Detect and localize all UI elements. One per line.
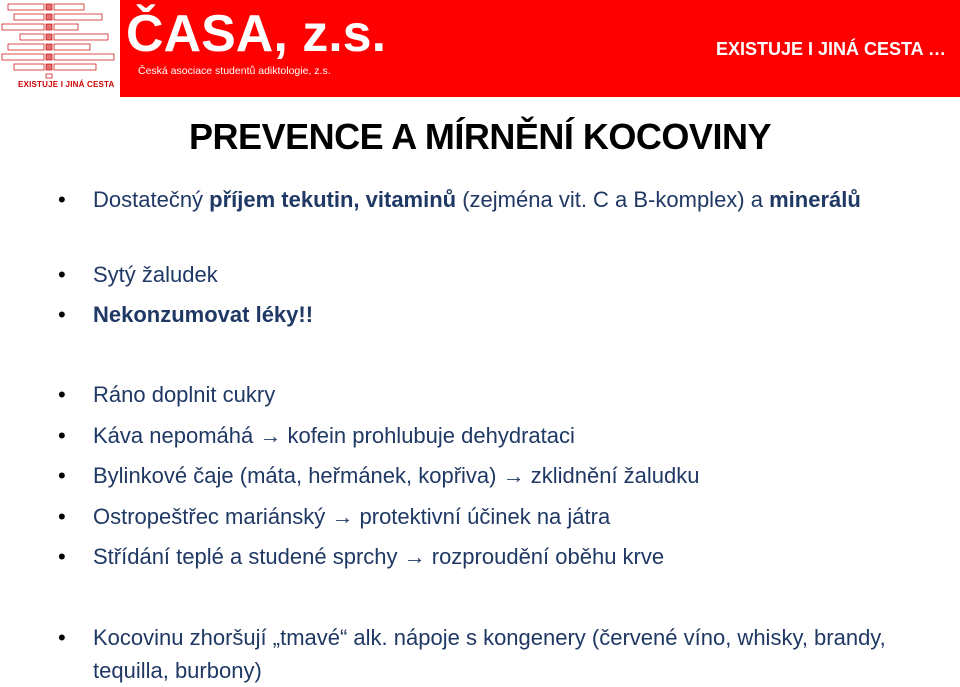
bullet-text: Sytý žaludek xyxy=(93,262,218,287)
crossword-grid-icon xyxy=(0,0,120,80)
bullet-dot: • xyxy=(58,187,66,212)
crossword-caption: EXISTUJE I JINÁ CESTA xyxy=(18,80,115,89)
bullet-dot: • xyxy=(58,625,66,650)
bullet-text: Ostropeštřec mariánský → protektivní účinek na játra xyxy=(93,504,611,529)
bullet-dot: • xyxy=(58,463,66,488)
bullet-item xyxy=(58,459,893,492)
bullet-item xyxy=(58,540,893,573)
bullet-text: Střídání teplé a studené sprchy → rozproudění oběhu krve xyxy=(93,544,665,569)
bullet-text: Nekonzumovat léky!! xyxy=(93,302,314,327)
bullet-item xyxy=(58,419,893,452)
bullet-item xyxy=(58,500,893,533)
bullet-item xyxy=(58,258,893,291)
bullet-dot: • xyxy=(58,382,66,407)
bullet-text: Káva nepomáhá → kofein prohlubuje dehydrataci xyxy=(93,423,575,448)
tagline: EXISTUJE I JINÁ CESTA … xyxy=(715,39,946,59)
bullet-dot: • xyxy=(58,262,66,287)
bullet-text: Ráno doplnit cukry xyxy=(93,382,276,407)
bullet-dot: • xyxy=(58,504,66,529)
bullet-text: Kocovinu zhoršují „tmavé“ alk. nápoje s kongenery (červené víno, whisky, brandy, tequilla, burbony) xyxy=(93,625,886,683)
page-title: PREVENCE A MÍRNĚNÍ KOCOVINY xyxy=(189,116,771,157)
bullet-dot: • xyxy=(58,544,66,569)
bullet-item xyxy=(58,378,893,411)
brand-subtitle: Česká asociace studentů adiktologie, z.s. xyxy=(138,65,331,77)
bullet-item xyxy=(58,298,893,331)
bullet-dot: • xyxy=(58,423,66,448)
bullet-item xyxy=(58,621,893,687)
bullet-text: Dostatečný příjem tekutin, vitaminů (zejména vit. C a B-komplex) a minerálů xyxy=(93,187,861,212)
bullet-item xyxy=(58,183,893,216)
bullet-dot: • xyxy=(58,302,66,327)
crossword-logo xyxy=(0,0,120,97)
header-bar xyxy=(0,0,960,97)
bullet-text: Bylinkové čaje (máta, heřmánek, kopřiva) → zklidnění žaludku xyxy=(93,463,700,488)
brand-name: ČASA, z.s. xyxy=(126,5,387,63)
